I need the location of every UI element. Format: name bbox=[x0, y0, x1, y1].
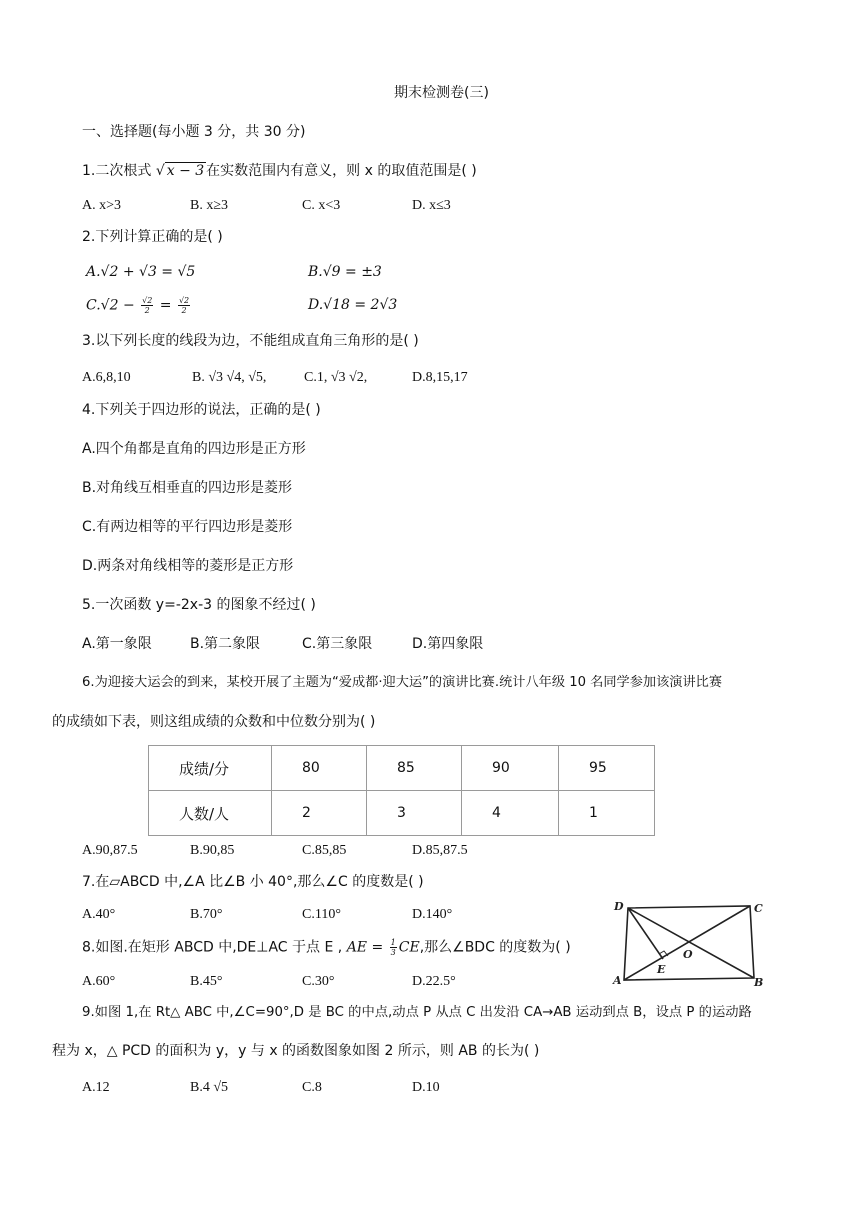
q3-option-d: D.8,15,17 bbox=[412, 370, 468, 385]
table-row bbox=[149, 746, 655, 791]
question-6-line2: 的成绩如下表，则这组成绩的众数和中位数分别为( ) bbox=[52, 714, 376, 730]
q4-option-d: D.两条对角线相等的菱形是正方形 bbox=[82, 558, 294, 574]
question-4-stem: 4.下列关于四边形的说法，正确的是( ) bbox=[82, 402, 321, 418]
q4-option-b: B.对角线互相垂直的四边形是菱形 bbox=[82, 480, 293, 496]
table-cell: 人数/人 bbox=[149, 791, 272, 836]
q8-option-d: D.22.5° bbox=[412, 974, 456, 989]
question-8-stem bbox=[82, 938, 571, 957]
label-b: B bbox=[754, 976, 764, 988]
q6-option-b: B.90,85 bbox=[190, 843, 235, 858]
fraction-num: √2 bbox=[142, 296, 153, 305]
q2-option-b: B.√9 = ±3 bbox=[308, 264, 382, 280]
label-d: D bbox=[614, 900, 624, 913]
fraction-num: √2 bbox=[178, 296, 190, 305]
label-o: O bbox=[683, 948, 693, 961]
q1-radicand: x − 3 bbox=[166, 163, 205, 179]
table-row bbox=[149, 791, 655, 836]
q6-option-a: A.90,87.5 bbox=[82, 843, 138, 858]
q4-option-c: C.有两边相等的平行四边形是菱形 bbox=[82, 519, 293, 535]
q4-option-a: A.四个角都是直角的四边形是正方形 bbox=[82, 441, 306, 457]
q7-option-a: A.40° bbox=[82, 907, 116, 922]
q1-stem-pre: 1.二次根式 bbox=[82, 163, 156, 179]
q8-ce: CE bbox=[398, 939, 420, 956]
q1-option-b: B. x≥3 bbox=[190, 198, 229, 213]
diagonal-db bbox=[628, 908, 754, 978]
fraction bbox=[178, 296, 190, 315]
q7-option-c: C.110° bbox=[302, 907, 341, 922]
q9-option-d: D.10 bbox=[412, 1080, 440, 1095]
q5-option-d: D.第四象限 bbox=[412, 636, 484, 652]
q8-stem-post: ,那么∠BDC 的度数为( ) bbox=[419, 939, 571, 956]
question-7-stem: 7.在▱ABCD 中,∠A 比∠B 小 40°,那么∠C 的度数是( ) bbox=[82, 874, 424, 890]
q2-c-eq: = bbox=[155, 297, 176, 314]
score-table bbox=[148, 745, 655, 836]
fraction bbox=[390, 938, 397, 957]
table-cell: 3 bbox=[367, 791, 462, 836]
q7-option-d: D.140° bbox=[412, 907, 453, 922]
q1-option-a: A. x>3 bbox=[82, 198, 122, 213]
q3-option-c: C.1, √3 √2, bbox=[304, 370, 368, 385]
q2-option-d: D.√18 = 2√3 bbox=[308, 297, 398, 313]
table-cell: 90 bbox=[462, 746, 559, 791]
q3-option-a: A.6,8,10 bbox=[82, 370, 131, 385]
table-cell: 2 bbox=[272, 791, 367, 836]
question-3-stem: 3.以下列长度的线段为边，不能组成直角三角形的是( ) bbox=[82, 333, 419, 349]
q8-option-b: B.45° bbox=[190, 974, 223, 989]
fraction-den: 2 bbox=[144, 306, 150, 315]
table-cell: 80 bbox=[272, 746, 367, 791]
q8-ae: AE = bbox=[346, 939, 388, 956]
q2-c-pre: C.√2 − bbox=[86, 297, 140, 314]
q9-option-c: C.8 bbox=[302, 1080, 322, 1095]
question-9-line2: 程为 x，△ PCD 的面积为 y，y 与 x 的函数图象如图 2 所示，则 AB 的长为( ) bbox=[52, 1043, 540, 1059]
fraction-den: 2 bbox=[181, 306, 187, 315]
q5-option-b: B.第二象限 bbox=[190, 636, 261, 652]
q1-option-c: C. x<3 bbox=[302, 198, 341, 213]
table-cell: 成绩/分 bbox=[149, 746, 272, 791]
q9-option-a: A.12 bbox=[82, 1080, 110, 1095]
q2-option-a: A.√2 + √3 = √5 bbox=[86, 264, 196, 280]
question-1 bbox=[82, 162, 477, 180]
label-a: A bbox=[613, 974, 622, 987]
q8-option-a: A.60° bbox=[82, 974, 116, 989]
segment-de bbox=[628, 908, 663, 959]
fraction-num: 1 bbox=[390, 938, 396, 947]
q6-option-c: C.85,85 bbox=[302, 843, 347, 858]
q2-option-c bbox=[86, 296, 192, 315]
q8-stem-pre: 8.如图.在矩形 ABCD 中,DE⊥AC 于点 E , bbox=[82, 939, 347, 956]
question-2-stem: 2.下列计算正确的是( ) bbox=[82, 229, 223, 245]
question-6-line1: 6.为迎接大运会的到来，某校开展了主题为“爱成都·迎大运”的演讲比赛.统计八年级 10 名同学参加该演讲比赛 bbox=[82, 675, 723, 690]
q1-option-d: D. x≤3 bbox=[412, 198, 451, 213]
fraction bbox=[141, 296, 153, 315]
rectangle-figure bbox=[608, 896, 768, 988]
table-cell: 85 bbox=[367, 746, 462, 791]
question-9-line1: 9.如图 1,在 Rt△ ABC 中,∠C=90°,D 是 BC 的中点,动点 P 从点 C 出发沿 CA→AB 运动到点 B，设点 P 的运动路 bbox=[82, 1005, 752, 1020]
page-title: 期末检测卷(三) bbox=[394, 85, 489, 101]
section-heading: 一、选择题(每小题 3 分，共 30 分) bbox=[82, 124, 306, 140]
q8-option-c: C.30° bbox=[302, 974, 335, 989]
q1-stem-post: 在实数范围内有意义，则 x 的取值范围是( ) bbox=[206, 163, 477, 179]
table-cell: 95 bbox=[559, 746, 655, 791]
fraction-den: 3 bbox=[390, 948, 396, 957]
table-cell: 1 bbox=[559, 791, 655, 836]
label-e: E bbox=[657, 963, 666, 976]
q5-option-c: C.第三象限 bbox=[302, 636, 373, 652]
q9-option-b: B.4 √5 bbox=[190, 1080, 229, 1095]
label-c: C bbox=[754, 902, 763, 915]
question-5-stem: 5.一次函数 y=-2x-3 的图象不经过( ) bbox=[82, 597, 316, 613]
q5-option-a: A.第一象限 bbox=[82, 636, 152, 652]
radical-sign: √ bbox=[155, 163, 165, 179]
table-cell: 4 bbox=[462, 791, 559, 836]
q6-option-d: D.85,87.5 bbox=[412, 843, 468, 858]
q7-option-b: B.70° bbox=[190, 907, 223, 922]
q3-option-b: B. √3 √4, √5, bbox=[192, 370, 267, 385]
